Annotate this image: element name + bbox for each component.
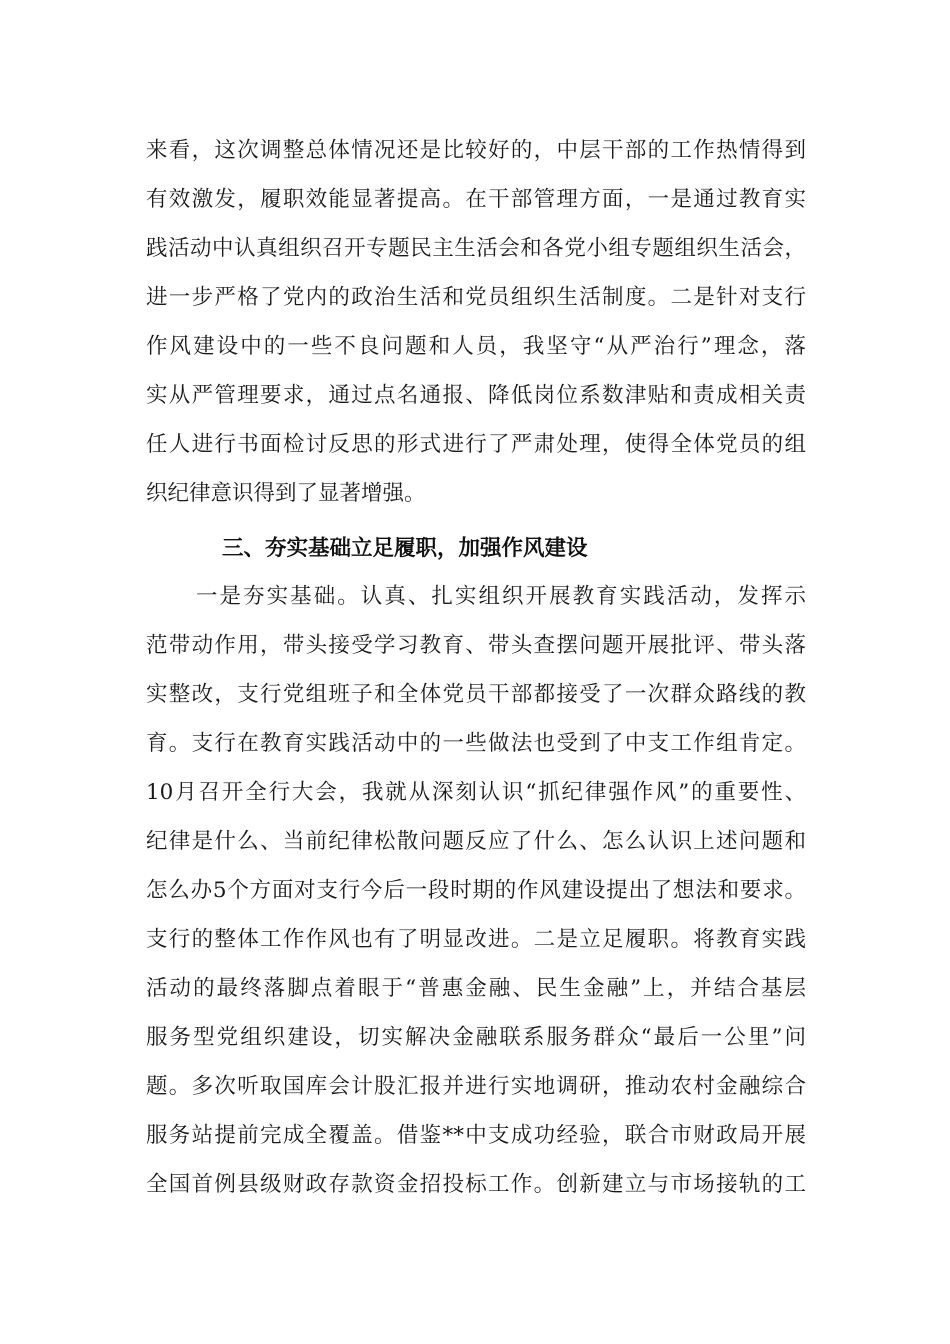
paragraph-line: 10月召开全行大会，我就从深刻认识“抓纪律强作风”的重要性、	[146, 780, 806, 805]
paragraph-line: 织纪律意识得到了显著增强。	[146, 481, 426, 506]
paragraph-line: 实从严管理要求，通过点名通报、降低岗位系数津贴和责成相关责	[146, 383, 806, 408]
paragraph-line: 活动的最终落脚点着眼于“普惠金融、民生金融”上，并结合基层	[146, 976, 806, 1001]
paragraph-line: 服务型党组织建设，切实解决金融联系服务群众“最后一公里”问	[146, 1025, 806, 1050]
paragraph-line: 实整改，支行党组班子和全体党员干部都接受了一次群众路线的教	[146, 682, 806, 707]
paragraph-line: 作风建设中的一些不良问题和人员，我坚守“从严治行”理念，落	[146, 334, 806, 359]
paragraph-line: 支行的整体工作作风也有了明显改进。二是立足履职。将教育实践	[146, 927, 806, 952]
paragraph-line: 来看，这次调整总体情况还是比较好的，中层干部的工作热情得到	[146, 138, 806, 163]
section-heading: 三、夯实基础立足履职，加强作风建设	[222, 536, 588, 561]
paragraph-line: 践活动中认真组织召开专题民主生活会和各党小组专题组织生活会，	[146, 236, 806, 261]
paragraph-line: 范带动作用，带头接受学习教育、带头查摆问题开展批评、带头落	[146, 633, 806, 658]
paragraph-line: 全国首例县级财政存款资金招投标工作。创新建立与市场接轨的工	[146, 1172, 806, 1197]
paragraph-line: 任人进行书面检讨反思的形式进行了严肃处理，使得全体党员的组	[146, 432, 806, 457]
paragraph-line: 进一步严格了党内的政治生活和党员组织生活制度。二是针对支行	[146, 285, 806, 310]
paragraph-line: 有效激发，履职效能显著提高。在干部管理方面，一是通过教育实	[146, 187, 806, 212]
paragraph-line: 怎么办5个方面对支行今后一段时期的作风建设提出了想法和要求。	[146, 878, 806, 903]
paragraph-line: 育。支行在教育实践活动中的一些做法也受到了中支工作组肯定。	[146, 731, 806, 756]
paragraph-line: 一是夯实基础。认真、扎实组织开展教育实践活动，发挥示	[196, 584, 806, 609]
paragraph-line: 纪律是什么、当前纪律松散问题反应了什么、怎么认识上述问题和	[146, 829, 806, 854]
paragraph-line: 服务站提前完成全覆盖。借鉴**中支成功经验，联合市财政局开展	[146, 1123, 806, 1148]
paragraph-line: 题。多次听取国库会计股汇报并进行实地调研，推动农村金融综合	[146, 1074, 806, 1099]
